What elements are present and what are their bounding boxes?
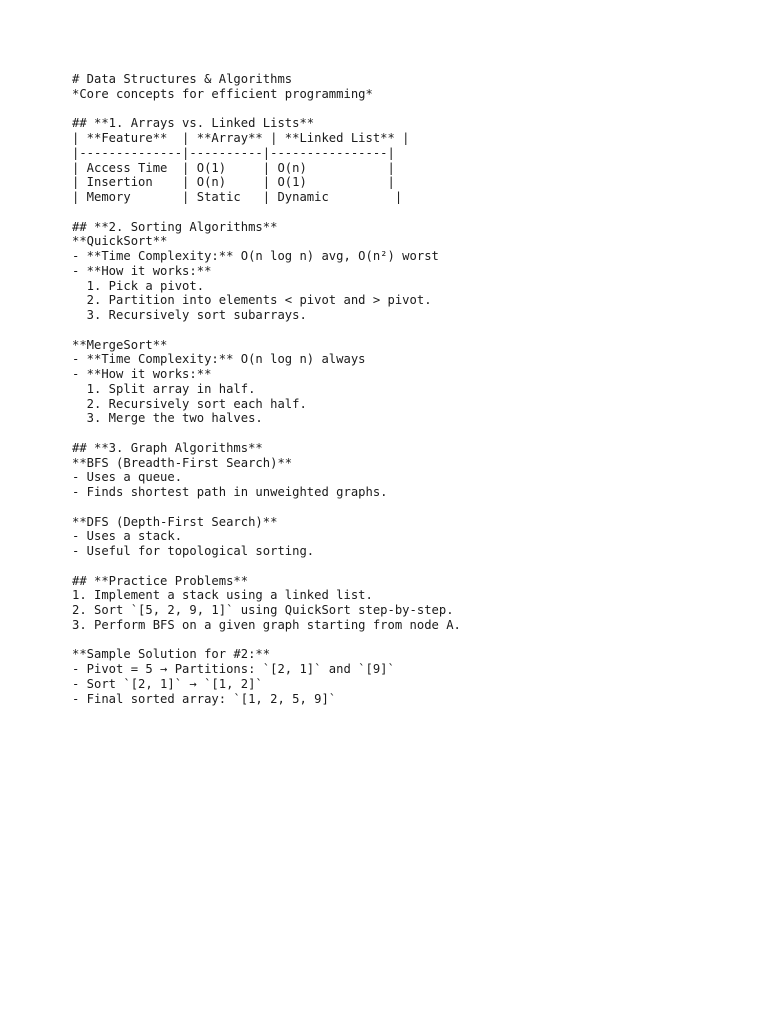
blank-line — [72, 559, 732, 574]
subheading: **BFS (Breadth-First Search)** — [72, 455, 293, 470]
numbered-step: 1. Pick a pivot. — [72, 278, 205, 293]
numbered-step: 1. Split array in half. — [72, 381, 256, 396]
list-item: - **How it works:** — [72, 367, 212, 381]
list-item: - Finds shortest path in unweighted graphs. — [72, 485, 388, 499]
list-item: - Uses a stack. — [72, 529, 183, 544]
subheading: **QuickSort** — [72, 234, 168, 249]
doc-title: # Data Structures & Algorithms — [72, 72, 293, 86]
numbered-step: 2. Partition into elements < pivot and > pivot. — [72, 293, 432, 308]
numbered-item: 3. Perform BFS on a given graph starting from node A. — [72, 617, 461, 632]
section-heading: ## **1. Arrays vs. Linked Lists** — [72, 116, 315, 131]
section-heading: ## **Practice Problems** — [72, 573, 249, 588]
section-heading: ## **3. Graph Algorithms** — [72, 440, 263, 455]
blank-line — [72, 323, 732, 338]
subheading: **MergeSort** — [72, 337, 168, 352]
list-item: - Useful for topological sorting. — [72, 544, 315, 558]
table-separator-row: |--------------|----------|----------------| — [72, 145, 395, 160]
numbered-item: 1. Implement a stack using a linked list. — [72, 588, 373, 603]
blank-line — [72, 426, 732, 441]
numbered-item: 2. Sort `[5, 2, 9, 1]` using QuickSort step-by-step. — [72, 603, 454, 617]
list-item: - Pivot = 5 → Partitions: `[2, 1]` and `[9]` — [72, 662, 395, 676]
list-item: - Uses a queue. — [72, 470, 183, 485]
doc-subtitle: *Core concepts for efficient programming* — [72, 86, 373, 101]
table-row: | Access Time | O(1) | O(n) | — [72, 160, 395, 175]
table-row: | Insertion | O(n) | O(1) | — [72, 175, 395, 190]
blank-line — [72, 500, 732, 515]
blank-line — [72, 205, 732, 220]
numbered-step: 2. Recursively sort each half. — [72, 396, 307, 411]
section-heading: ## **2. Sorting Algorithms** — [72, 219, 278, 234]
table-header-row: | **Feature** | **Array** | **Linked List** | — [72, 131, 410, 145]
list-item: - Final sorted array: `[1, 2, 5, 9]` — [72, 691, 337, 706]
numbered-step: 3. Merge the two halves. — [72, 411, 263, 426]
blank-line — [72, 102, 732, 117]
table-row: | Memory | Static | Dynamic | — [72, 190, 403, 204]
list-item: - Sort `[2, 1]` → `[1, 2]` — [72, 676, 263, 691]
list-item: - **How it works:** — [72, 263, 212, 278]
blank-line — [72, 633, 732, 648]
list-item: - **Time Complexity:** O(n log n) always — [72, 352, 366, 367]
subheading: **Sample Solution for #2:** — [72, 647, 271, 662]
numbered-step: 3. Recursively sort subarrays. — [72, 308, 307, 322]
list-item: - **Time Complexity:** O(n log n) avg, O(n²) worst — [72, 249, 439, 263]
document-page — [72, 72, 732, 706]
subheading: **DFS (Depth-First Search)** — [72, 514, 278, 529]
